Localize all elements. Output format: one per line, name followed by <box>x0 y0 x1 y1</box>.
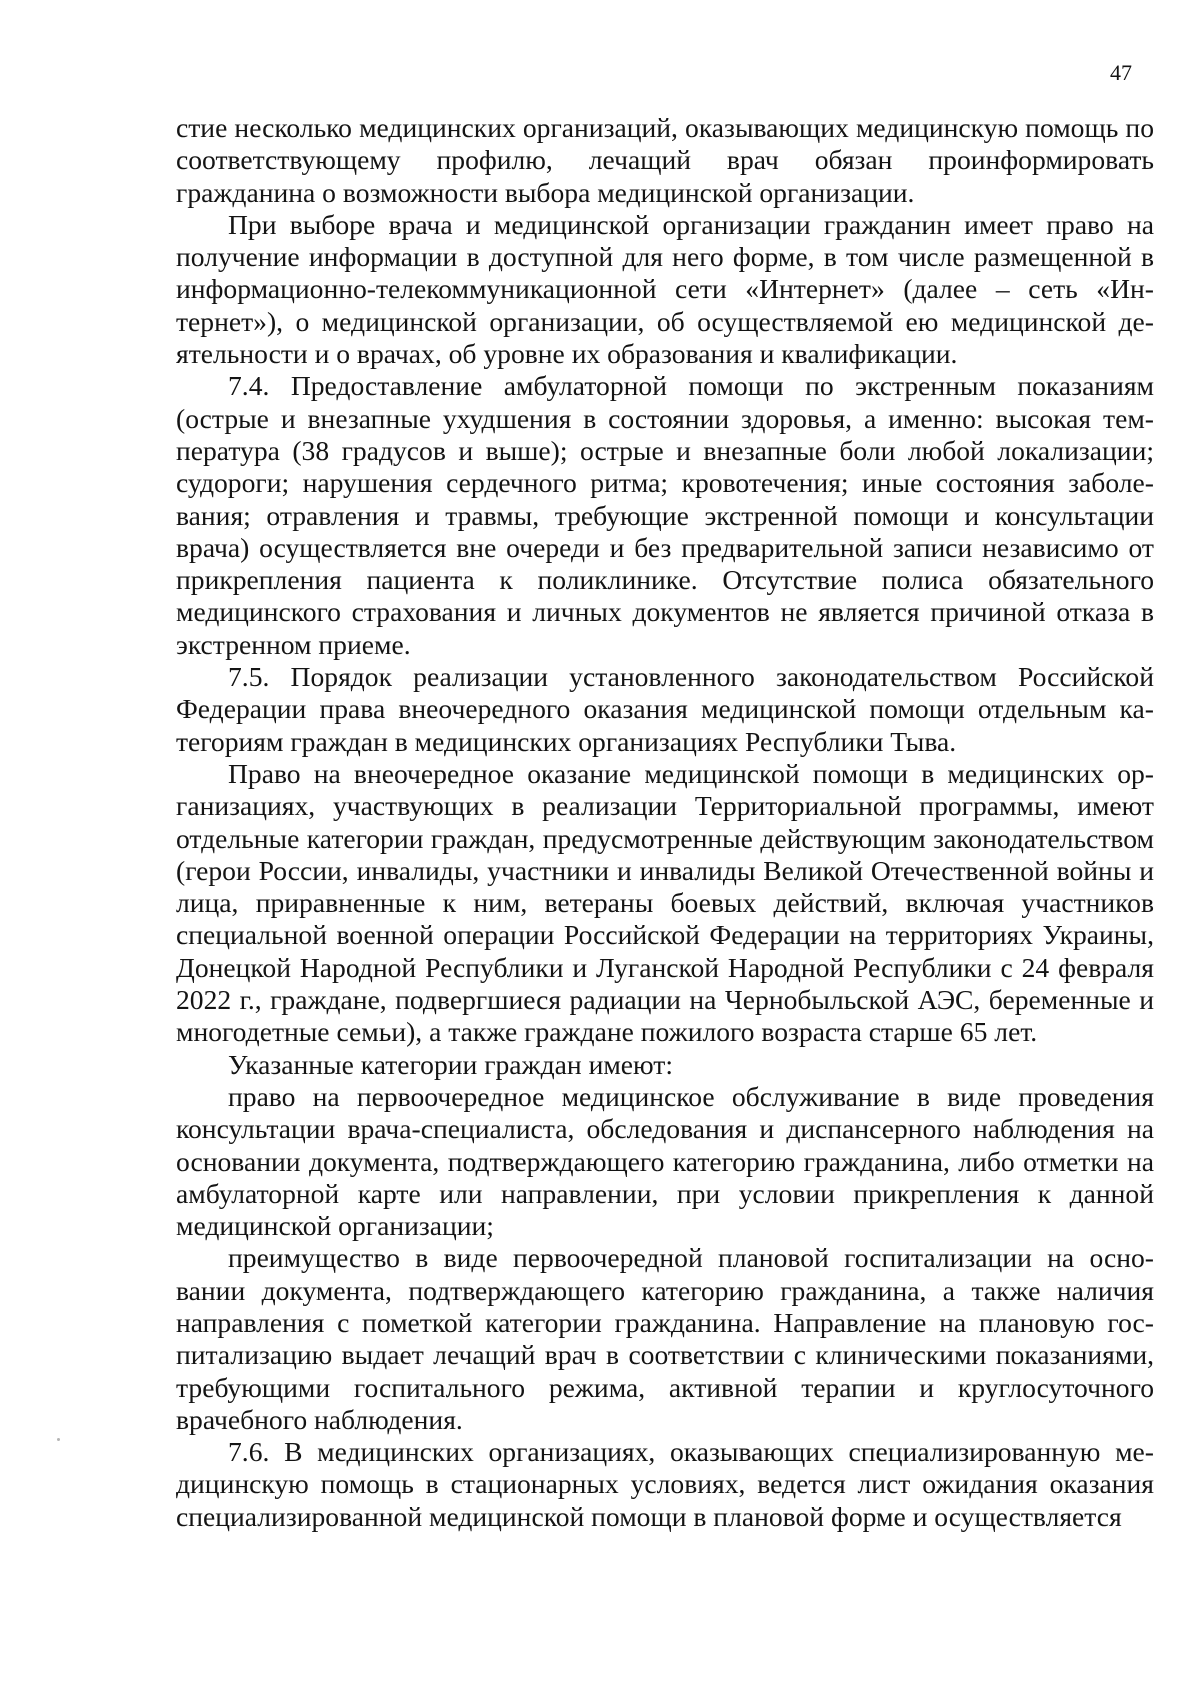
paragraph-categories-have: Указанные категории граждан имеют: <box>228 1048 674 1080</box>
paragraph-7-6: 7.6. В медицинских организациях, оказывающих специализированную медицинскую помощь в стационарных условиях, ведется лист ожидания оказания специализированной медицинской помощи в плановой форме и осуществляется <box>176 1436 1154 1532</box>
paragraph-continuation: стие несколько медицинских организаций, оказывающих медицинскую помощь по соответствующему профилю, лечащий врач обязан проинформировать гражданина о возможности выбора медицинской организации. <box>176 112 1154 208</box>
document-body <box>176 112 1154 1533</box>
paragraph-first-priority-service: право на первоочередное медицинское обслуживание в виде проведения консультации врача-специалиста, обследования и диспансерного наблюдения на основании документа, подтверждающего категорию гражданина, либо отметки на амбулаторной карте или направлении, при условии прикрепления к данной медицинской организации; <box>176 1080 1154 1242</box>
paragraph-7-5: 7.5. Порядок реализации установленного законодательством Российской Федерации права внеочередного оказания медицинской помощи отдельным категориям граждан в медицинских организациях Республики Тыва. <box>176 661 1154 757</box>
paragraph-hospitalization-advantage: преимущество в виде первоочередной плановой госпитализации на основании документа, подтверждающего категорию гражданина, а также наличия направления с пометкой категории гражданина. Направление на плановую госпитализацию выдает лечащий врач в соответствии с клиническими показаниями, требующими госпитального режима, активной терапии и круглосуточного врачебного наблюдения. <box>176 1242 1154 1435</box>
paragraph-7-4: 7.4. Предоставление амбулаторной помощи по экстренным показаниям (острые и внезапные ухудшения в состоянии здоровья, а именно: высокая температура (38 градусов и выше); острые и внезапные боли любой локализации; судороги; нарушения сердечного ритма; кровотечения; иные состояния заболевания; отравления и травмы, требующие экстренной помощи и консультации врача) осуществляется вне очереди и без предварительной записи независимо от прикрепления пациента к поликлинике. Отсутствие полиса обязательного медицинского страхования и личных документов не является причиной отказа в экстренном приеме. <box>176 370 1154 660</box>
scan-margin-dot <box>57 1438 60 1441</box>
page-number: 47 <box>1110 60 1132 85</box>
paragraph-priority-right: Право на внеочередное оказание медицинской помощи в медицинских организациях, участвующих в реализации Территориальной программы, имеют отдельные категории граждан, предусмотренные действующим законодательством (герои России, инвалиды, участники и инвалиды Великой Отечественной войны и лица, приравненные к ним, ветераны боевых действий, включая участников специальной военной операции Российской Федерации на территориях Украины, Донецкой Народной Республики и Луганской Народной Республики с 24 февраля 2022 г., граждане, подвергшиеся радиации на Чернобыльской АЭС, беременные и многодетные семьи), а также граждане пожилого возраста старше 65 лет. <box>176 757 1154 1048</box>
paragraph-choice-information: При выборе врача и медицинской организации гражданин имеет право на получение информации в доступной для него форме, в том числе размещенной в информационно-телекоммуникационной сети «Интернет» (далее – сеть «Интернет»), о медицинской организации, об осуществляемой ею медицинской деятельности и о врачах, об уровне их образования и квалификации. <box>176 208 1154 370</box>
